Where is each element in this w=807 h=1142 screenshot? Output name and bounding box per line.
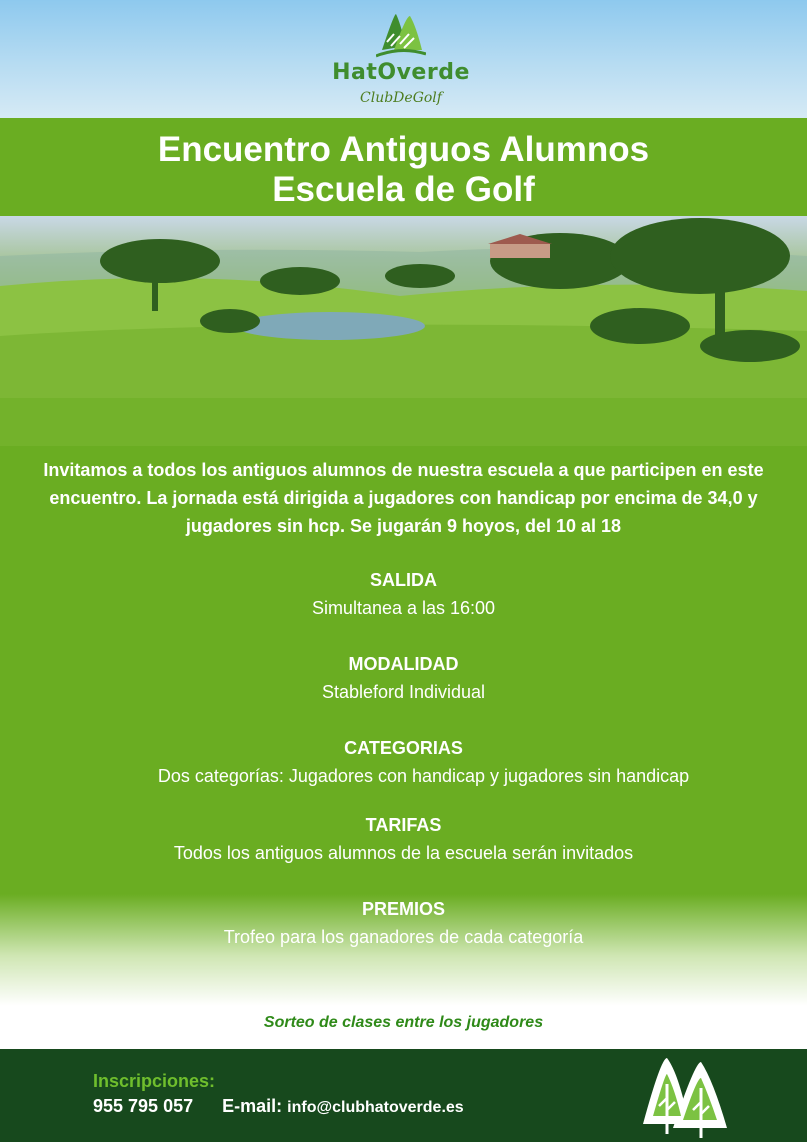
logo-name: HatOverde <box>332 60 470 85</box>
section-premios-heading: PREMIOS <box>361 899 445 919</box>
email-separator: : <box>276 1096 283 1116</box>
logo-subtitle: ClubDeGolf <box>360 90 442 106</box>
section-tarifas-heading: TARIFAS <box>365 815 442 835</box>
footer-trees-icon <box>639 1054 731 1140</box>
section-categorias-heading: CATEGORIAS <box>344 738 463 758</box>
email-label: E-mail <box>222 1096 277 1116</box>
contact-line <box>93 1096 464 1117</box>
section-tarifas-value: Todos los antiguos alumnos de la escuela serán invitados <box>173 843 634 863</box>
section-modalidad-heading: MODALIDAD <box>348 654 459 674</box>
title-line-1: Encuentro Antiguos Alumnos <box>157 130 650 169</box>
section-categorias-value: Dos categorías: Jugadores con handicap y jugadores sin handicap <box>157 766 690 786</box>
title-line-2: Escuela de Golf <box>272 170 535 209</box>
club-logo <box>326 12 476 112</box>
email-link[interactable]: info@clubhatoverde.es <box>287 1099 464 1116</box>
hatoverde-trees-logo-icon <box>376 12 426 58</box>
section-salida-heading: SALIDA <box>370 570 437 590</box>
section-premios-value: Trofeo para los ganadores de cada categoría <box>223 927 584 947</box>
phone-number: 955 795 057 <box>93 1096 194 1116</box>
golf-course-photo <box>0 216 807 446</box>
raffle-note: Sorteo de clases entre los jugadores <box>263 1014 544 1031</box>
section-modalidad-value: Stableford Individual <box>321 682 486 702</box>
page-title <box>0 130 807 210</box>
section-salida-value: Simultanea a las 16:00 <box>311 598 496 618</box>
intro-text: Invitamos a todos los antiguos alumnos de nuestra escuela a que participen en este encuentro. La jornada está dirigida a jugadores con handicap por encima de 34,0 y jugadores sin hcp. Se jugarán 9 hoyos, del 10 al 18 <box>43 460 764 536</box>
registration-label: Inscripciones: <box>93 1071 216 1091</box>
